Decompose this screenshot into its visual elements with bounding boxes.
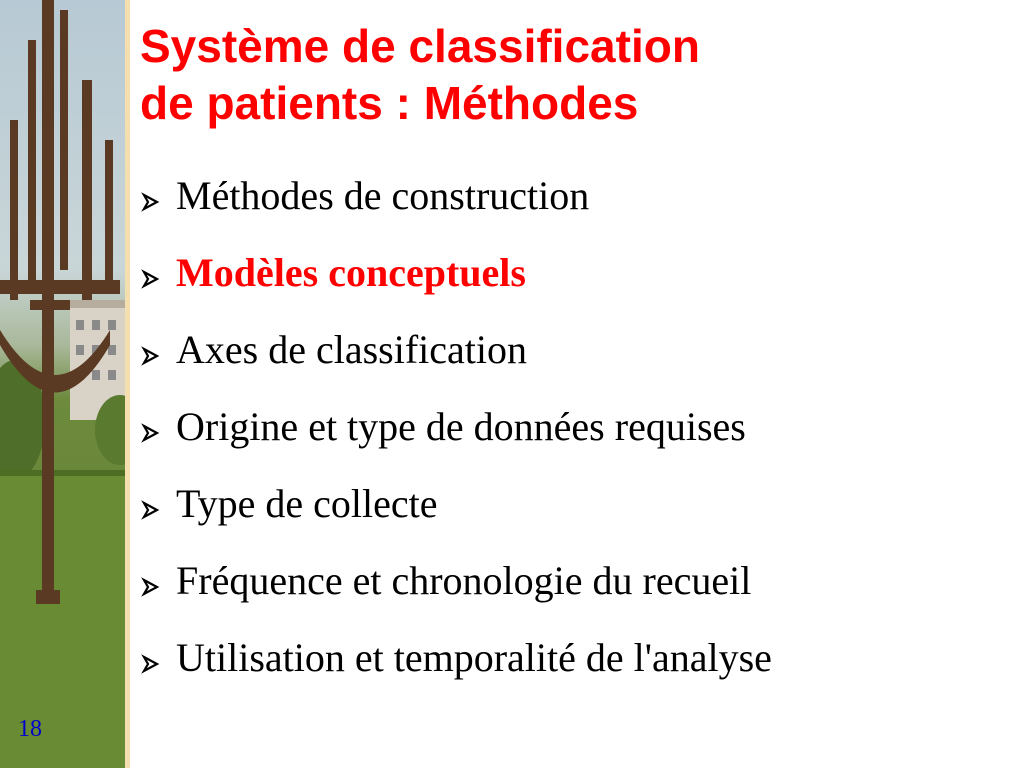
title-line-1: Système de classification xyxy=(140,20,700,72)
arrowhead-bullet-icon xyxy=(140,413,176,453)
bullet-item xyxy=(140,243,1020,320)
bullet-label: Utilisation et temporalité de l'analyse xyxy=(176,635,772,680)
sculpture-photo xyxy=(0,0,130,768)
arrowhead-bullet-icon xyxy=(140,182,176,222)
bullet-item xyxy=(140,397,1020,474)
bullet-item xyxy=(140,474,1020,551)
bullet-item xyxy=(140,320,1020,397)
arrowhead-bullet-icon xyxy=(140,259,176,299)
bullet-item xyxy=(140,628,1020,705)
bullet-label-highlighted: Modèles conceptuels xyxy=(176,250,526,295)
bullet-label: Méthodes de construction xyxy=(176,173,590,218)
arrowhead-bullet-icon xyxy=(140,336,176,376)
bullet-item xyxy=(140,551,1020,628)
bullet-label: Origine et type de données requises xyxy=(176,404,746,449)
page-number: 18 xyxy=(18,716,42,742)
bullet-label: Axes de classification xyxy=(176,327,527,372)
bullet-label: Fréquence et chronologie du recueil xyxy=(176,558,752,603)
bullet-item xyxy=(140,166,1020,243)
bullet-label: Type de collecte xyxy=(176,481,438,526)
arrowhead-bullet-icon xyxy=(140,490,176,530)
arrowhead-bullet-icon xyxy=(140,644,176,684)
arrowhead-bullet-icon xyxy=(140,567,176,607)
slide-title xyxy=(140,18,1010,132)
bullet-list xyxy=(140,166,1020,705)
title-line-2: de patients : Méthodes xyxy=(140,77,639,129)
